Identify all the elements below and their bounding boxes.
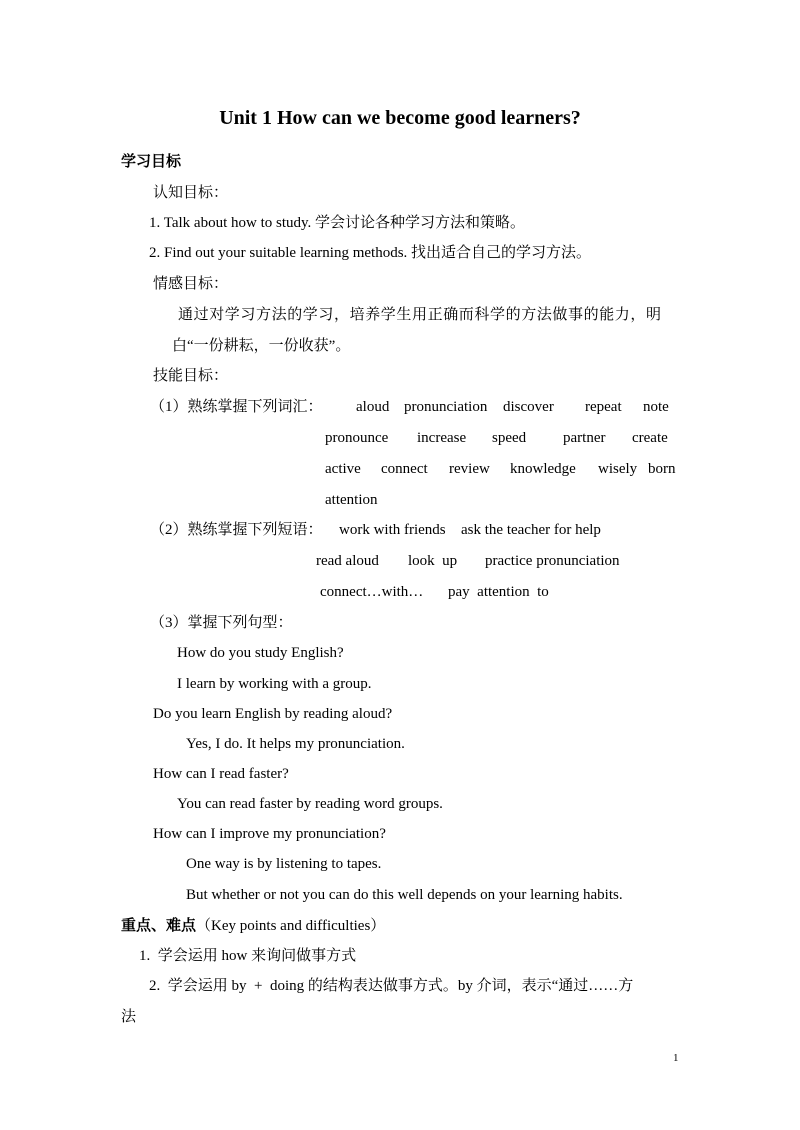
vocab-word: wisely xyxy=(598,461,638,477)
vocab-word: knowledge xyxy=(510,461,576,477)
sentence: Do you learn English by reading aloud? xyxy=(153,706,393,722)
phrase: read aloud xyxy=(316,553,379,569)
phrase: practice pronunciation xyxy=(485,553,620,569)
phrase: ask the teacher for help xyxy=(461,522,601,538)
vocab-word: active xyxy=(325,461,361,477)
sentence: You can read faster by reading word groups. xyxy=(177,796,443,812)
document-title: Unit 1 How can we become good learners? xyxy=(219,107,581,129)
sentence: Yes, I do. It helps my pronunciation. xyxy=(186,736,405,752)
cognitive-item-1: 1. Talk about how to study. 学会讨论各种学习方法和策略。 xyxy=(149,215,526,231)
phrase: pay attention to xyxy=(448,584,549,600)
vocab-word: create xyxy=(632,430,668,446)
cognitive-label: 认知目标： xyxy=(153,185,229,201)
emotional-label: 情感目标： xyxy=(153,276,229,292)
emotional-text-line-1: 通过对学习方法的学习，培养学生用正确而科学的方法做事的能力，明 xyxy=(178,307,662,323)
keypoints-heading xyxy=(121,916,385,936)
sentence: How can I improve my pronunciation? xyxy=(153,826,386,842)
vocab-word: pronunciation xyxy=(404,399,488,415)
keypoint-2: 2. 学会运用 by + doing 的结构表达做事方式。by 介词，表示“通过……方 xyxy=(149,978,634,994)
sentence: One way is by listening to tapes. xyxy=(186,856,382,872)
phrase: connect…with… xyxy=(320,584,424,600)
phrases-label: （2）熟练掌握下列短语： xyxy=(150,522,323,538)
patterns-label: （3）掌握下列句型： xyxy=(150,615,293,631)
vocab-word: speed xyxy=(492,430,527,446)
skill-label: 技能目标： xyxy=(153,368,229,384)
vocab-word: partner xyxy=(563,430,606,446)
vocab-word: review xyxy=(449,461,490,477)
vocab-label: （1）熟练掌握下列词汇： xyxy=(150,399,323,415)
vocab-word: aloud xyxy=(356,399,390,415)
objectives-heading: 学习目标 xyxy=(121,154,182,170)
page-number: 1 xyxy=(673,1052,679,1064)
vocab-word: connect xyxy=(381,461,428,477)
vocab-word: born xyxy=(648,461,676,477)
vocab-word: pronounce xyxy=(325,430,389,446)
cognitive-item-2: 2. Find out your suitable learning methods. 找出适合自己的学习方法。 xyxy=(149,245,592,261)
vocab-word: repeat xyxy=(585,399,622,415)
sentence: I learn by working with a group. xyxy=(177,676,372,692)
sentence: How do you study English? xyxy=(177,645,344,661)
keypoints-heading-rest: （Key points and difficulties） xyxy=(196,918,386,934)
keypoints-heading-bold: 重点、难点 xyxy=(121,918,197,934)
vocab-word: discover xyxy=(503,399,554,415)
vocab-word: note xyxy=(643,399,669,415)
emotional-text-line-2: 白“一份耕耘，一份收获”。 xyxy=(172,338,351,354)
vocab-word: increase xyxy=(417,430,467,446)
phrase: look up xyxy=(408,553,458,569)
keypoint-1: 1. 学会运用 how 来询问做事方式 xyxy=(139,948,357,964)
sentence: But whether or not you can do this well depends on your learning habits. xyxy=(186,887,623,903)
phrase: work with friends xyxy=(339,522,446,538)
vocab-word: attention xyxy=(325,492,378,508)
sentence: How can I read faster? xyxy=(153,766,289,782)
keypoint-2-continued: 法 xyxy=(121,1009,137,1025)
